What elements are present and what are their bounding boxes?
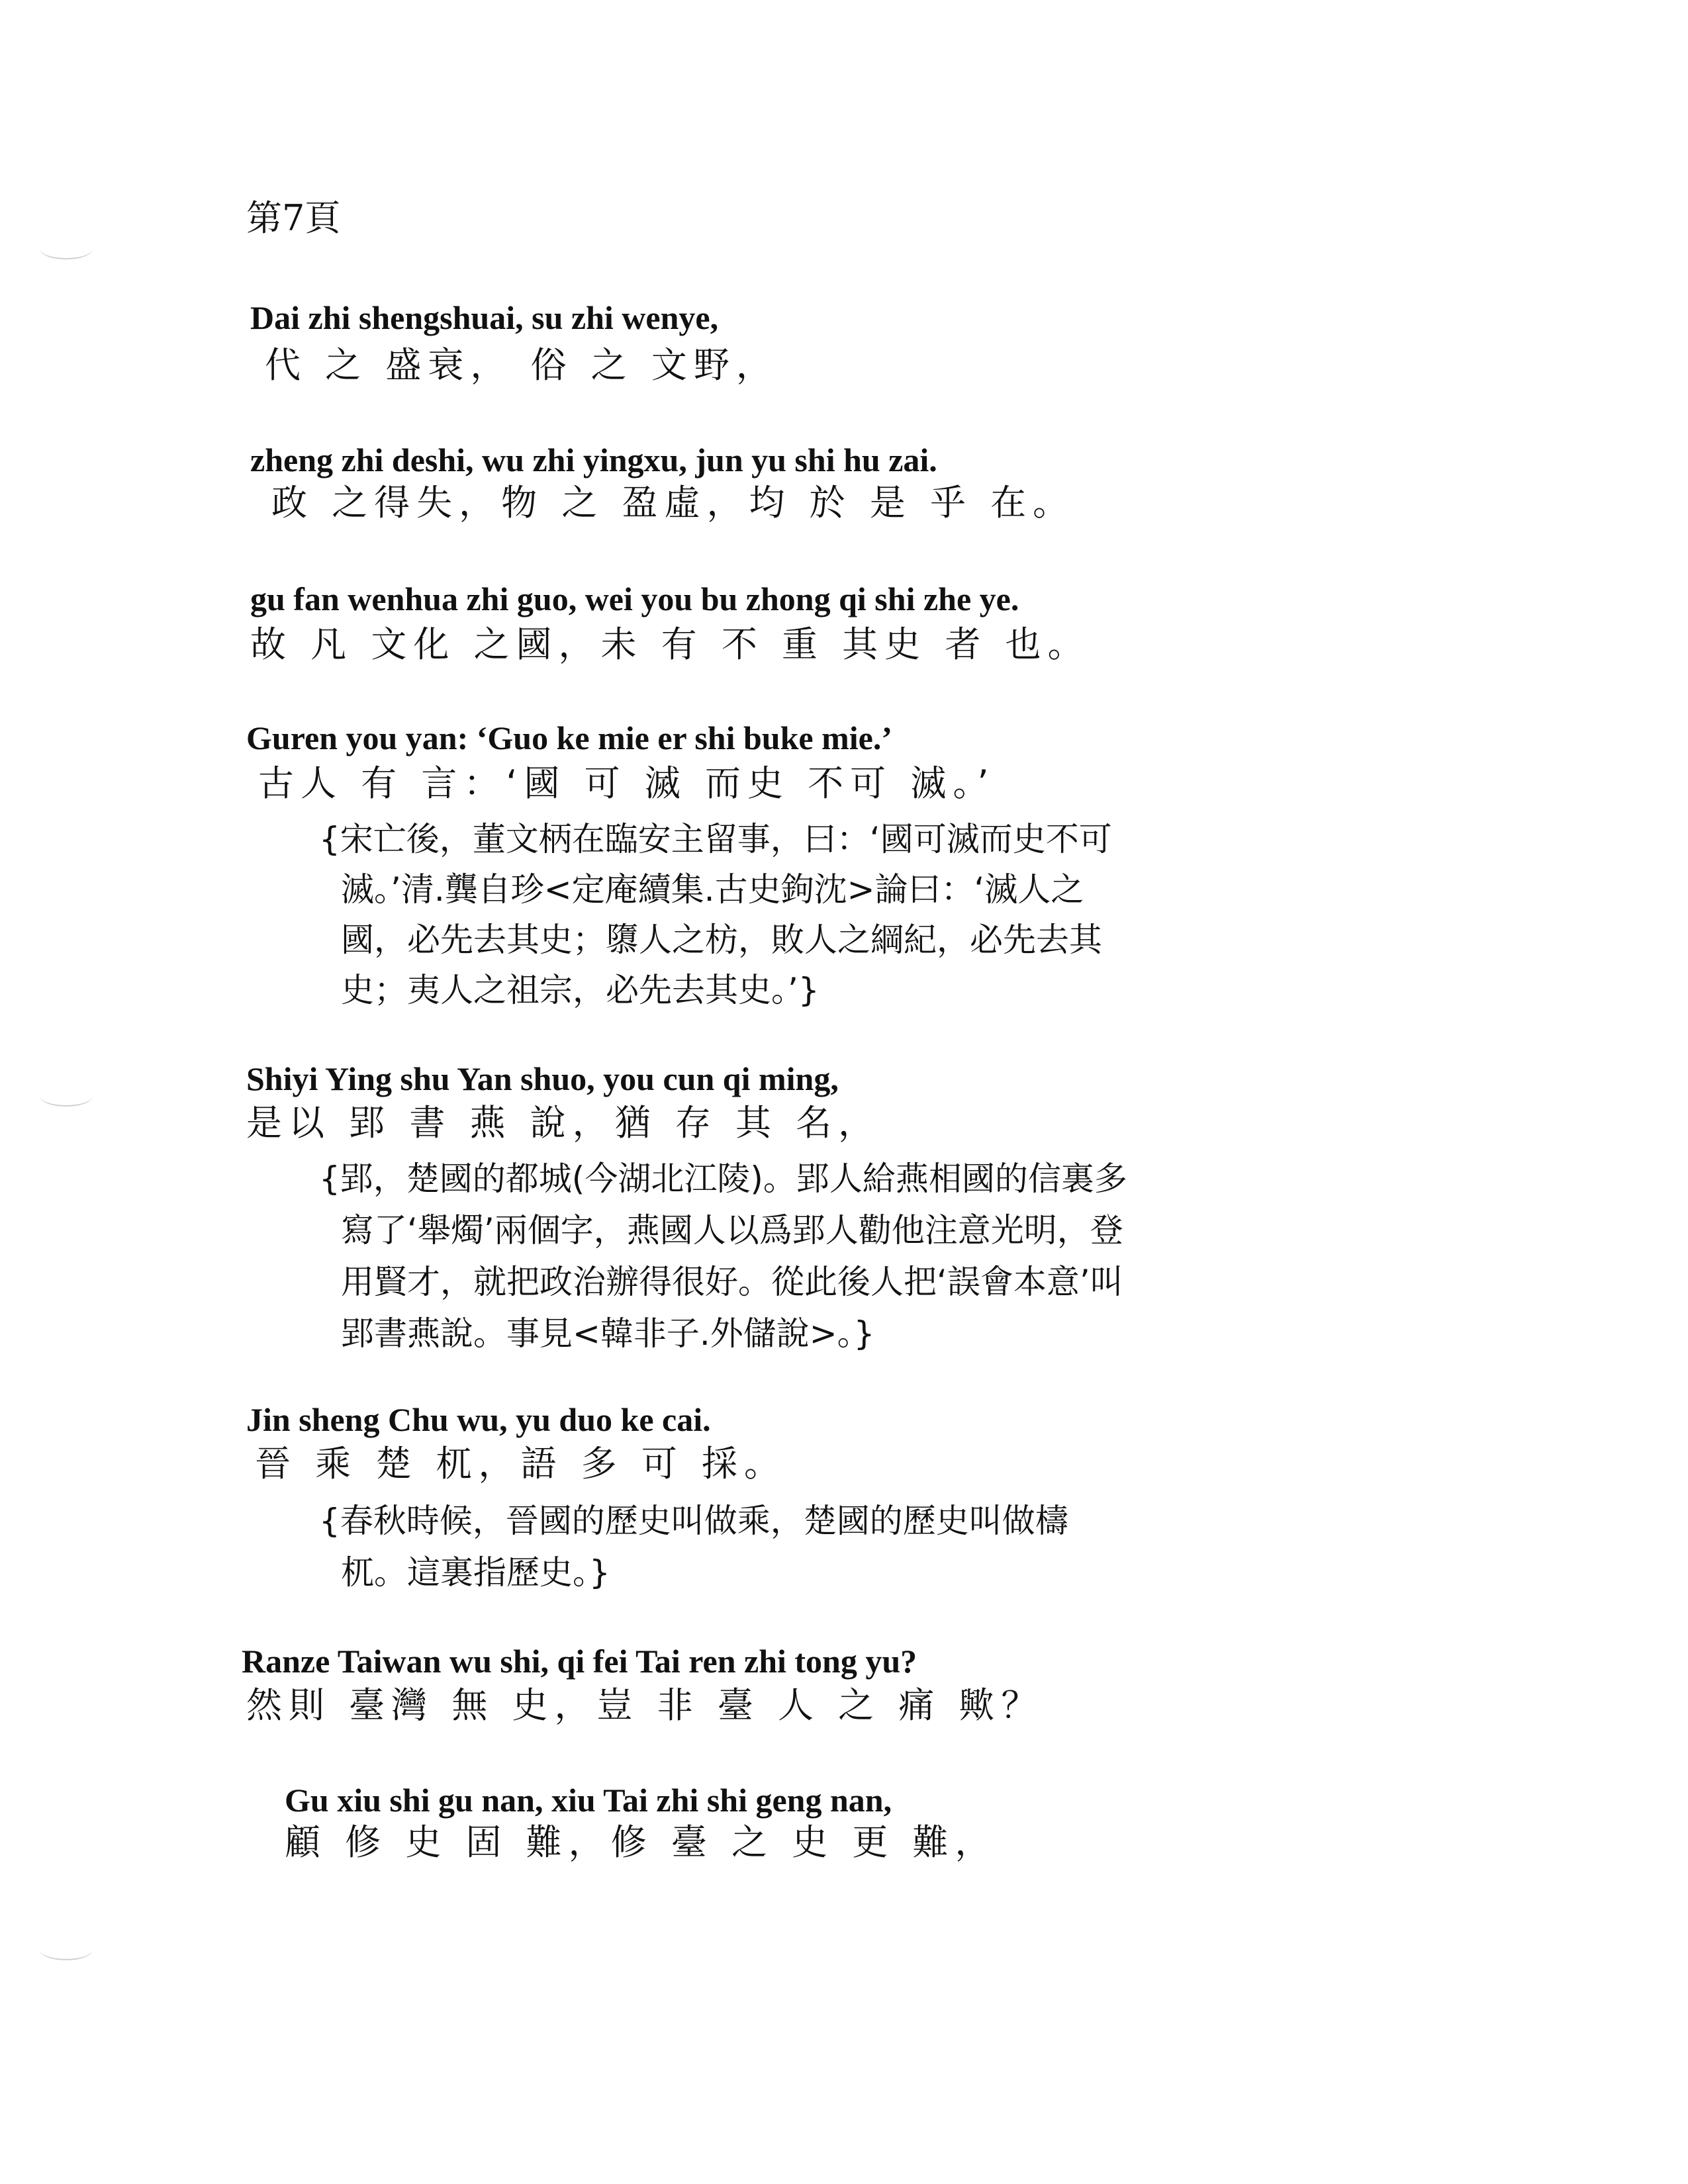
- punch-hole-mark: [40, 238, 93, 259]
- hanzi-line: 故 凡 文化 之國，未 有 不 重 其史 者 也。: [250, 623, 1090, 665]
- annotation-line: 用賢才，就把政治辦得很好。從此後人把‘誤會本意’叫: [341, 1263, 1123, 1301]
- annotation-line: 寫了‘舉燭’兩個字，燕國人以爲郢人勸他注意光明，登: [341, 1211, 1123, 1250]
- annotation-line: {宋亡後，董文柄在臨安主留事，曰：‘國可滅而史不可: [319, 820, 1112, 858]
- annotation-line: {春秋時候，晉國的歷史叫做乘，楚國的歷史叫做檮: [319, 1502, 1068, 1540]
- page-number: 第7頁: [246, 197, 341, 239]
- pinyin-line: Ranze Taiwan wu shi, qi fei Tai ren zhi tong yu?: [242, 1643, 917, 1680]
- punch-hole-mark: [40, 1939, 93, 1960]
- hanzi-line: 晉 乘 楚 杌，語 多 可 採。: [255, 1443, 786, 1484]
- annotation-line: 滅。’清.龔自珍<定庵續集.古史鉤沈>論曰：‘滅人之: [341, 870, 1084, 909]
- pinyin-line: Guren you yan: ‘Guo ke mie er shi buke mie.’: [246, 719, 892, 756]
- annotation-line: 郢書燕說。事見<韓非子.外儲說>。}: [341, 1314, 875, 1353]
- hanzi-line: 代 之 盛衰， 俗 之 文野，: [265, 344, 778, 386]
- hanzi-line: 然則 臺灣 無 史，豈 非 臺 人 之 痛 歟？: [246, 1684, 1044, 1726]
- hanzi-line: 是以 郢 書 燕 說，猶 存 其 名，: [246, 1102, 881, 1144]
- pinyin-line: Gu xiu shi gu nan, xiu Tai zhi shi geng nan,: [285, 1782, 892, 1819]
- pinyin-line: Jin sheng Chu wu, yu duo ke cai.: [246, 1401, 711, 1438]
- pinyin-line: Dai zhi shengshuai, su zhi wenye,: [250, 299, 719, 336]
- annotation-line: 史；夷人之祖宗，必先去其史。’}: [341, 971, 820, 1009]
- pinyin-line: zheng zhi deshi, wu zhi yingxu, jun yu shi hu zai.: [250, 441, 937, 478]
- punch-hole-mark: [40, 1085, 93, 1107]
- hanzi-line: 顧 修 史 固 難，修 臺 之 史 更 難，: [285, 1821, 998, 1863]
- hanzi-line: 古人 有 言：‘國 可 滅 而史 不可 滅。’: [258, 762, 996, 804]
- annotation-line: 國，必先去其史；隳人之枋，敗人之綱紀，必先去其: [341, 921, 1102, 959]
- annotation-line: {郢，楚國的都城(今湖北江陵)。郢人給燕相國的信裏多: [319, 1160, 1127, 1198]
- pinyin-line: gu fan wenhua zhi guo, wei you bu zhong qi shi zhe ye.: [250, 580, 1019, 617]
- annotation-line: 杌。這裏指歷史。}: [341, 1553, 610, 1592]
- pinyin-line: Shiyi Ying shu Yan shuo, you cun qi ming,: [246, 1060, 839, 1097]
- hanzi-line: 政 之得失，物 之 盈虛，均 於 是 乎 在。: [271, 482, 1076, 523]
